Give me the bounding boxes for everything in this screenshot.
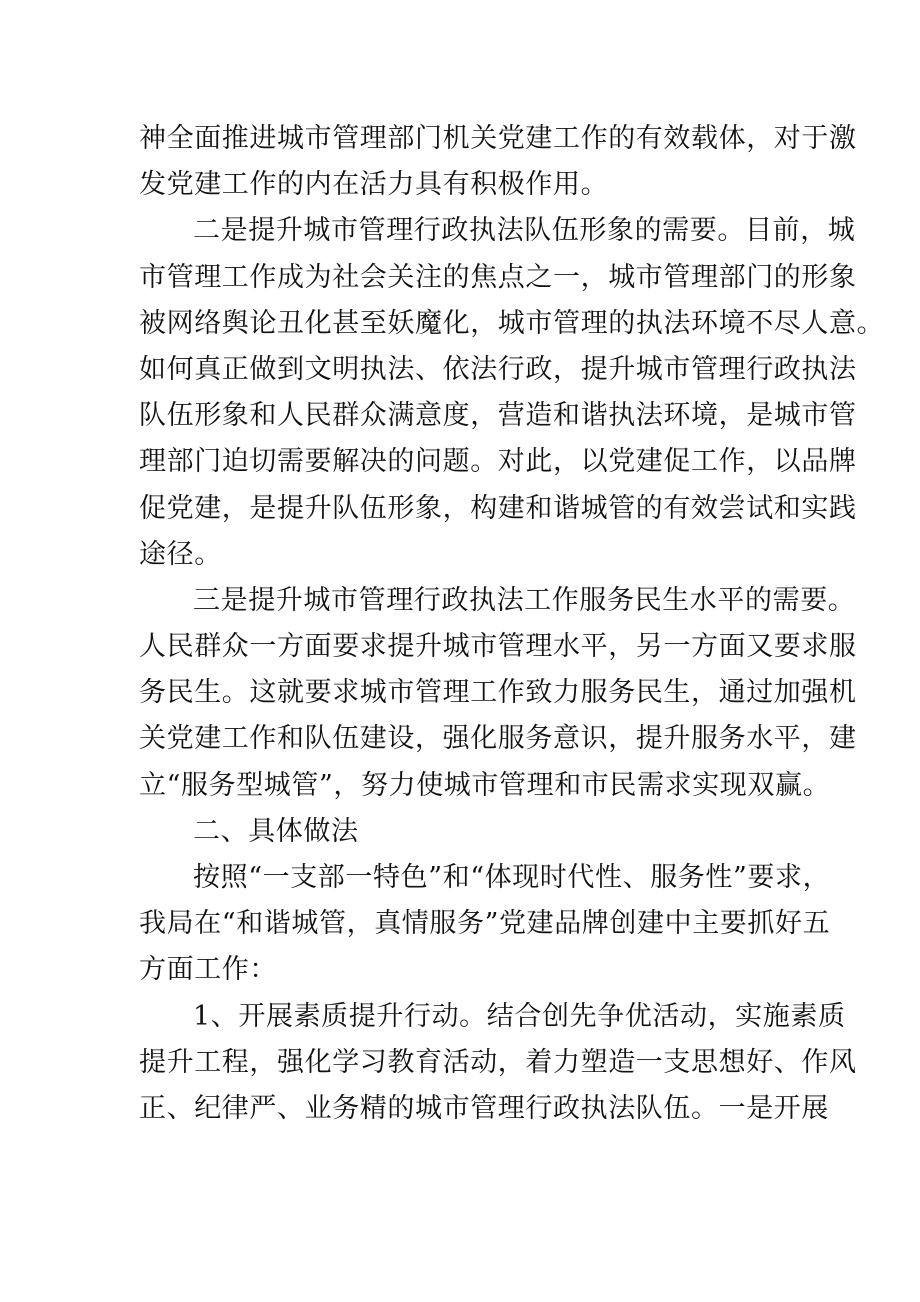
paragraph-start-line: 1、开展素质提升行动。结合创先争优活动，实施素质	[193, 1000, 846, 1032]
body-text	[139, 116, 885, 1132]
text-line: 队伍形象和人民群众满意度，营造和谐执法环境，是城市管	[139, 400, 857, 432]
paragraph-start-line: 三是提升城市管理行政执法工作服务民生水平的需要。	[193, 584, 856, 616]
text-line: 我局在“和谐城管，真情服务”党建品牌创建中主要抓好五	[139, 908, 831, 940]
text-line: 方面工作：	[139, 954, 277, 986]
text-line: 务民生。这就要求城市管理工作致力服务民生，通过加强机	[139, 677, 857, 709]
text-line: 提升工程，强化学习教育活动，着力塑造一支思想好、作风	[139, 1046, 857, 1078]
text-line: 正、纪律严、业务精的城市管理行政执法队伍。一是开展	[139, 1092, 829, 1124]
text-line: 立“服务型城管”，努力使城市管理和市民需求实现双赢。	[139, 769, 831, 801]
text-line: 人民群众一方面要求提升城市管理水平，另一方面又要求服	[139, 631, 857, 663]
text-line: 被网络舆论丑化甚至妖魔化，城市管理的执法环境不尽人意。	[139, 307, 885, 339]
section-heading: 二、具体做法	[193, 815, 359, 847]
paragraph-start-line: 按照“一支部一特色”和“体现时代性、服务性”要求，	[193, 862, 831, 893]
paragraph-start-line: 二是提升城市管理行政执法队伍形象的需要。目前，城	[193, 215, 856, 247]
text-line: 如何真正做到文明执法、依法行政，提升城市管理行政执法	[139, 353, 857, 385]
text-line: 神全面推进城市管理部门机关党建工作的有效载体，对于激	[139, 123, 857, 154]
text-line: 关党建工作和队伍建设，强化服务意识，提升服务水平，建	[139, 723, 857, 755]
text-line: 理部门迫切需要解决的问题。对此，以党建促工作，以品牌	[139, 446, 857, 478]
text-line: 途径。	[139, 538, 222, 570]
text-line: 促党建，是提升队伍形象，构建和谐城管的有效尝试和实践	[139, 492, 857, 524]
text-line: 发党建工作的内在活力具有积极作用。	[139, 169, 609, 201]
text-line: 市管理工作成为社会关注的焦点之一，城市管理部门的形象	[139, 261, 857, 293]
